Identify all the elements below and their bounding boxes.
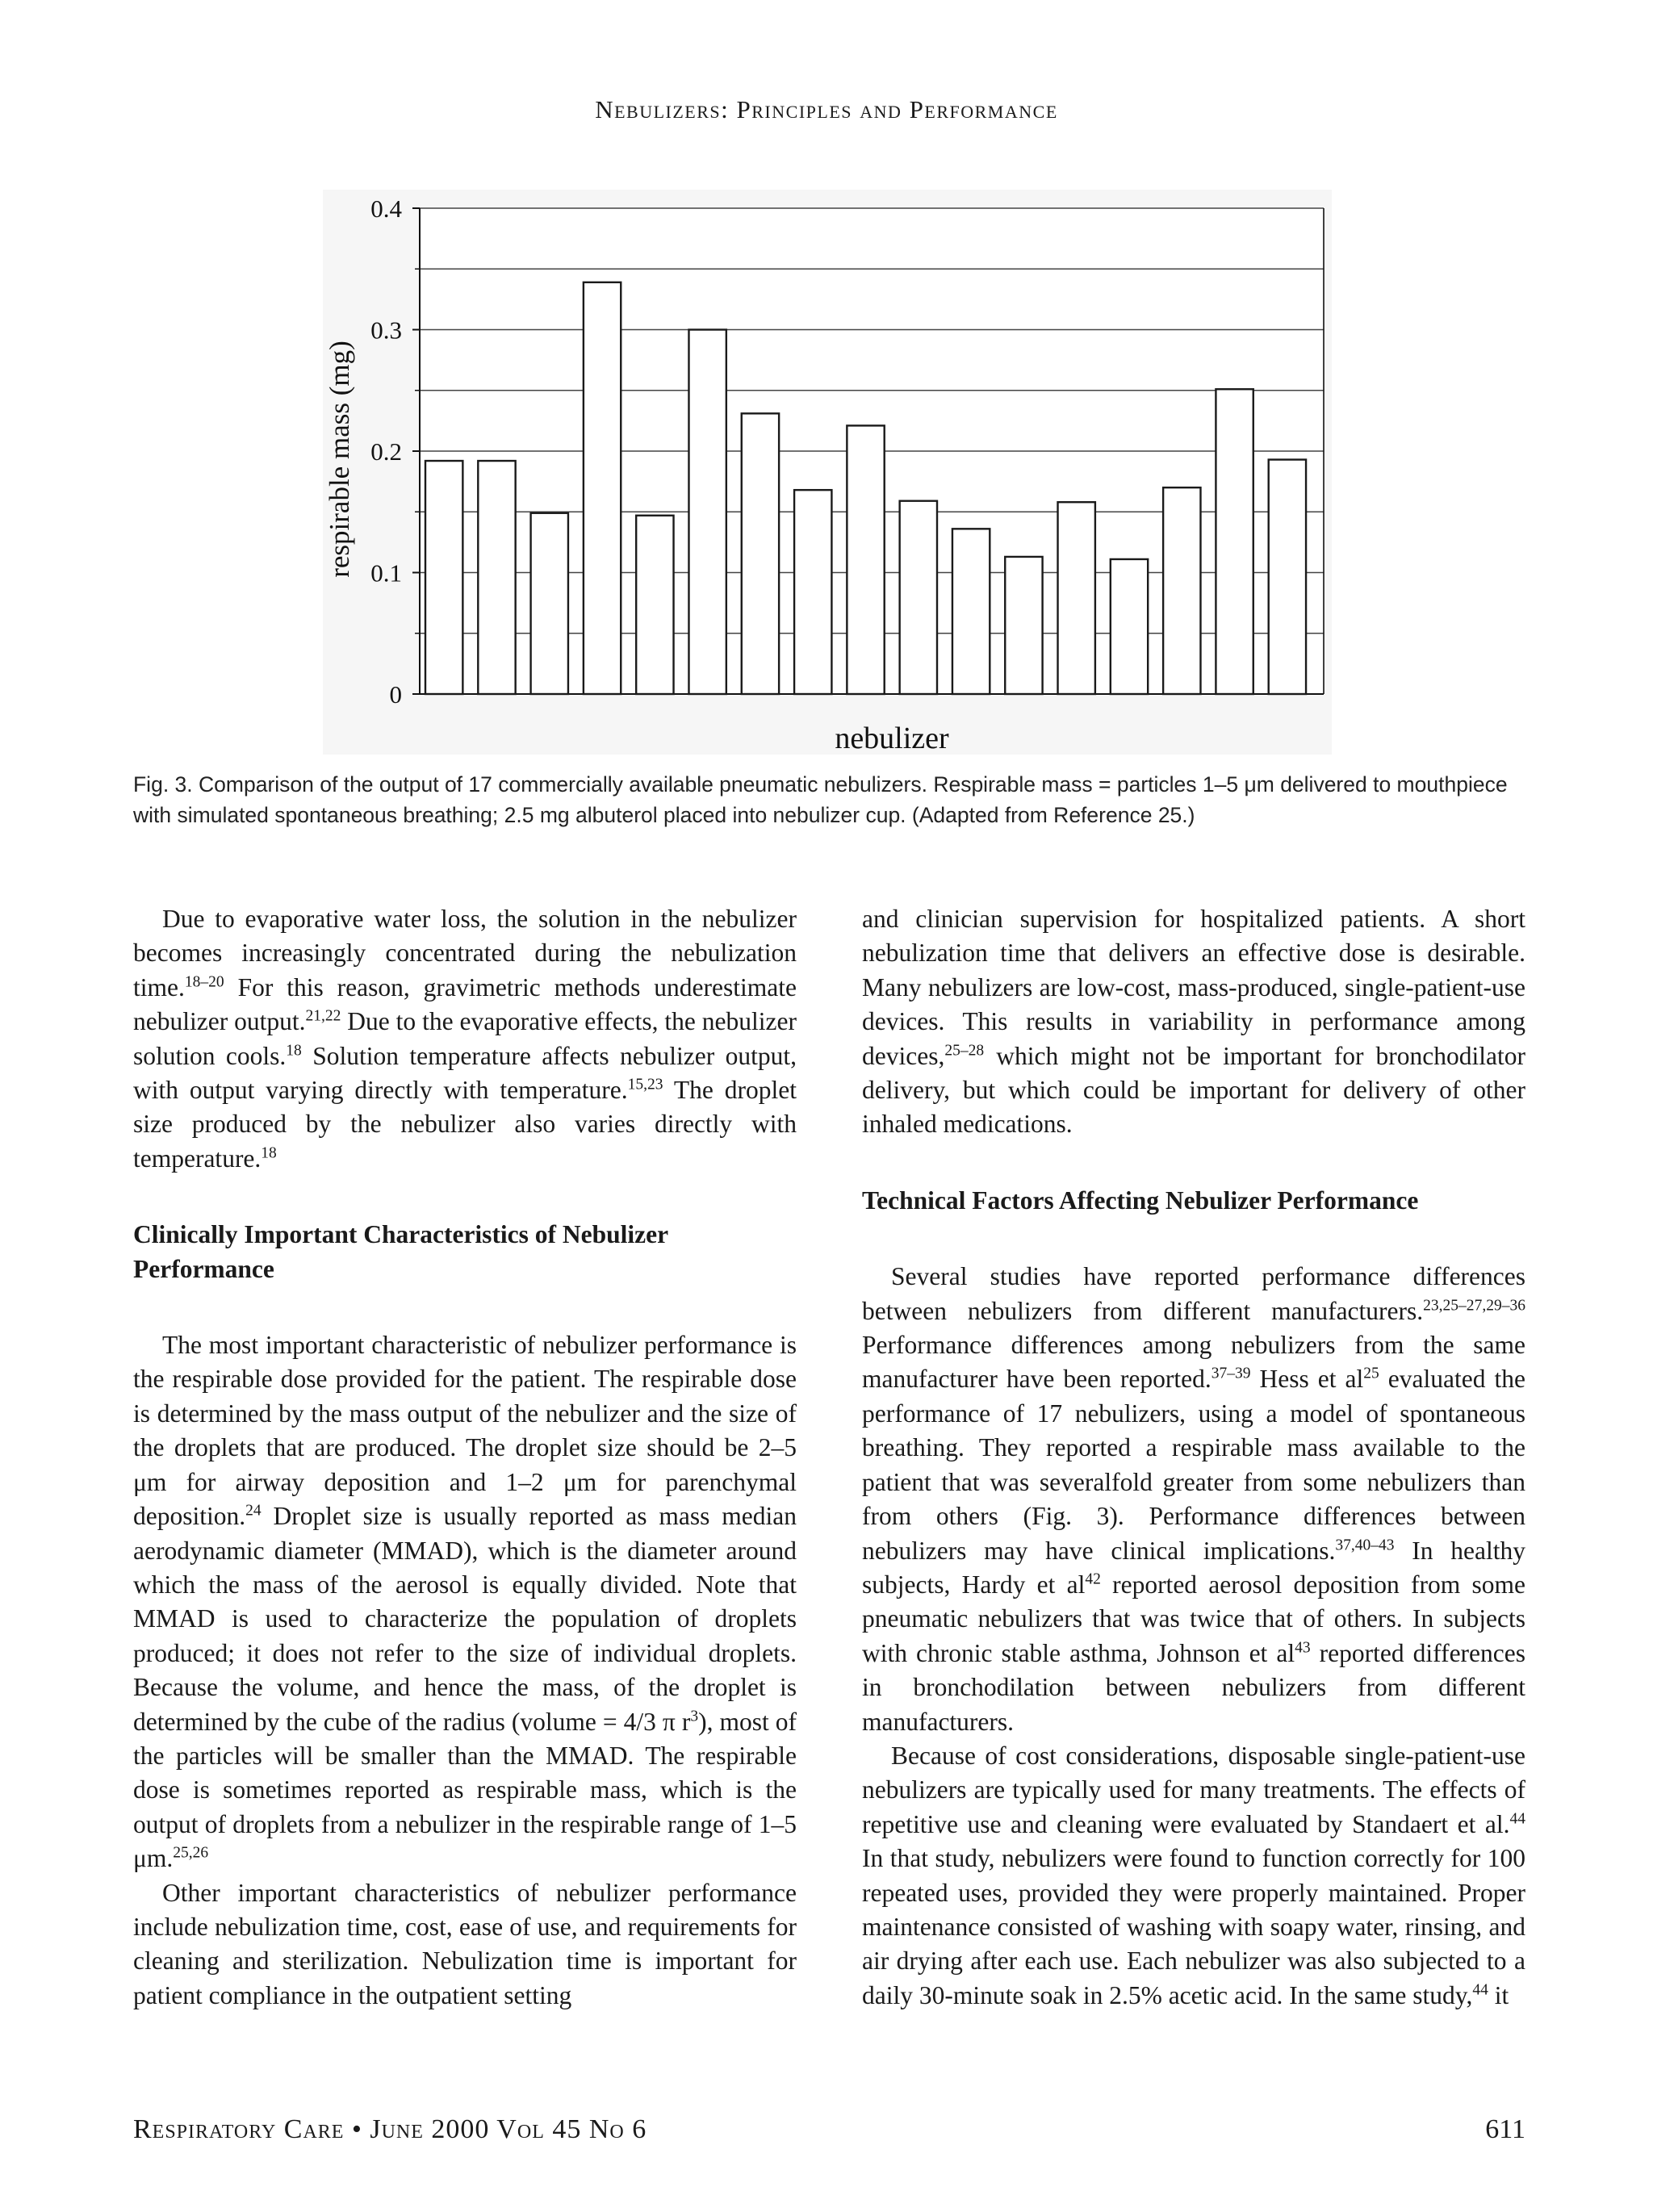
paragraph: Other important characteristics of nebulizer performance include nebulization time, cost, ease of use, and requirements for cleaning and sterilization. Nebulization time is important for patient compliance in the outpatient setting [133, 1878, 797, 2009]
paragraph: and clinician supervision for hospitalized patients. A short nebulization time that delivers an effective dose is desirable. Many nebulizers are low-cost, mass-produced, single-patient-use devices. This results in variability in performance among devices,$^{25-28}$ which might not be important for bronchodilator delivery, but which could be important for delivery of other inhaled medications. [862, 905, 1525, 1139]
running-title: Nebulizers: Principles and Performance [595, 95, 1058, 123]
bar [847, 425, 884, 694]
citation: 25,26 [173, 1844, 209, 1862]
citation: 25–28 [944, 1042, 985, 1060]
citation: 42 [1085, 1570, 1101, 1588]
figure-3-chart [291, 190, 1340, 763]
bar [952, 529, 990, 694]
bar [1111, 559, 1148, 694]
journal-info: Respiratory Care • June 2000 Vol 45 No 6 [133, 2114, 647, 2144]
bar [794, 490, 831, 694]
citation: 15,23 [627, 1076, 663, 1093]
bar [478, 461, 515, 694]
citation: 18 [261, 1144, 277, 1162]
bar [1005, 557, 1042, 694]
y-tick-label: 0.4 [370, 194, 402, 223]
paragraph: Due to evaporative water loss, the solution in the nebulizer becomes increasingly concentrated during the nebulization time.$^{18-20}$ For this reason, gravimetric methods underestimate nebulizer output.$^{21,22}$ Due to the evaporative effects, the nebulizer solution cools.$^{18}$ Solution temperature affects nebulizer output, with output varying directly with temperature.$^{15,23}$ The droplet size produced by the nebulizer also varies directly with temperature.$^{18}$ [133, 905, 797, 1173]
bar [636, 516, 673, 694]
paragraph: Because of cost considerations, disposable single-patient-use nebulizers are typically used for many treatments. The effects of repetitive use and cleaning were evaluated by Standaert et al.$^{44}$ In that study, nebulizers were found to function correctly for 100 repeated uses, provided they were properly maintained. Proper maintenance consisted of washing with soapy water, rinsing, and air drying after each use. Each nebulizer was also subjected to a daily 30-minute soak in 2.5% acetic acid. In the same study,$^{44}$ it [862, 1741, 1525, 2009]
x-axis-title: nebulizer [835, 721, 949, 755]
citation: 37,40–43 [1335, 1537, 1395, 1553]
bar [1216, 389, 1253, 694]
bar [742, 413, 779, 694]
citation: 25 [1363, 1365, 1379, 1382]
citation: 24 [245, 1502, 262, 1520]
citation: 21,22 [305, 1007, 341, 1025]
citation: 18 [286, 1042, 302, 1060]
y-tick-label: 0.3 [370, 316, 402, 345]
bar [1058, 502, 1095, 694]
page-footer [133, 2114, 1525, 2145]
citation: 44 [1472, 1981, 1488, 1999]
right-column [862, 902, 1525, 2013]
bar [900, 501, 937, 694]
citation: 37–39 [1211, 1365, 1251, 1382]
y-tick-label: 0.1 [370, 558, 402, 587]
paragraph: The most important characteristic of nebulizer performance is the respirable dose provided for the patient. The respirable dose is determined by the mass output of the nebulizer and the size of the droplets that are produced. The droplet size should be 2–5 μm for airway deposition and 1–2 μm for parenchymal deposition.$^{24}$ Droplet size is usually reported as mass median aerodynamic diameter (MMAD), which is the diameter around which the mass of the aerosol is equally divided. Note that MMAD is used to characterize the population of droplets produced; it does not refer to the size of individual droplets. Because the volume, and hence the mass, of the droplet is determined by the cube of the radius (volume = 4/3 π $r^3$), most of the particles will be smaller than the MMAD. The respirable dose is sometimes reported as respirable mass, which is the output of droplets from a nebulizer in the respirable range of 1–5 μm.$^{25,26}$ [133, 1331, 797, 1873]
bar [1163, 487, 1200, 694]
caption-text: Comparison of the output of 17 commercially available pneumatic nebulizers. Respirable mass = particles 1–5 μm delivered to mouthpiece with simulated spontaneous breathing; 2.5 mg albuterol placed into nebulizer cup. (Adapted from Reference 25.) [133, 772, 1508, 827]
bar [1269, 460, 1306, 694]
y-tick-label: 0 [389, 680, 402, 709]
bar [584, 282, 621, 694]
citation: 18–20 [184, 973, 224, 991]
citation: 23,25–27,29–36 [1423, 1297, 1525, 1315]
exponent: 3 [690, 1708, 699, 1725]
bar [531, 513, 568, 694]
page-number: 611 [1485, 2114, 1525, 2144]
bar [425, 461, 462, 694]
citation: 44 [1509, 1810, 1525, 1828]
citation: 43 [1295, 1639, 1311, 1657]
left-column [133, 902, 797, 2013]
figure-caption [133, 769, 1525, 830]
y-axis-title: respirable mass (mg) [324, 341, 355, 578]
y-tick-label: 0.2 [370, 437, 402, 466]
bar [688, 330, 726, 695]
section-heading: Clinically Important Characteristics of Nebulizer Performance [133, 1220, 668, 1283]
paragraph: Several studies have reported performance differences between nebulizers from different manufacturers.$^{23,25-27,29-36}$ Performance differences among nebulizers from the same manufacturer have been reported.$^{37-39}$ Hess et $al^{25}$ evaluated the performance of 17 nebulizers, using a model of spontaneous breathing. They reported a respirable mass available to the patient that was severalfold greater from some nebulizers than from others (Fig. 3). Performance differences between nebulizers may have clinical implications.$^{37,40-43}$ In healthy subjects, Hardy et $al^{42}$ reported aerosol deposition from some pneumatic nebulizers that was twice that of others. In subjects with chronic stable asthma, Johnson et $al^{43}$ reported differences in bronchodilation between nebulizers from different manufacturers. [862, 1262, 1526, 1736]
section-heading: Technical Factors Affecting Nebulizer Performance [862, 1185, 1419, 1215]
caption-label: Fig. 3. [133, 772, 193, 797]
